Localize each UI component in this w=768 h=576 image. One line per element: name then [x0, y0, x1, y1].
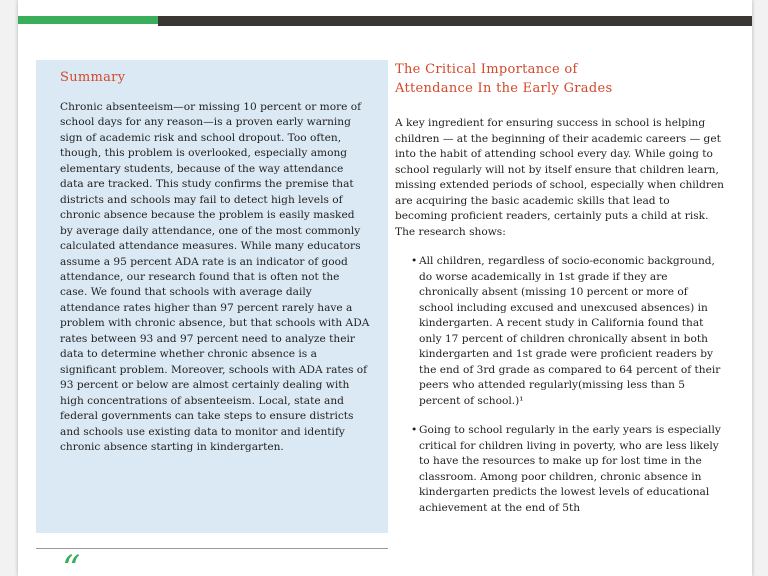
summary-title: Summary [60, 70, 126, 85]
section-title-line-1: The Critical Importance of [395, 62, 578, 77]
header-bar [18, 16, 752, 26]
bullet-text: All children, regardless of socio-economic background, do worse academically in 1st grade if they are chronically absent (missing 10 percent or more of school including excused and unexcused absences) in kindergarten. A recent study in California found that only 17 percent of children chronically absent in both kindergarten and 1st grade were proficient readers by the end of 3rd grade as compared to 64 percent of their peers who attended regularly(missing less than 5 percent of school.)¹ [419, 255, 721, 407]
bullet-item [395, 423, 725, 516]
divider [36, 548, 388, 549]
header-bar-green-segment [18, 16, 158, 24]
bullet-item [395, 254, 725, 409]
report-page [18, 0, 752, 576]
bullet-icon: • [411, 255, 418, 267]
header-bar-dark-segment [158, 16, 752, 26]
summary-text: Chronic absenteeism—or missing 10 percent or more of school days for any reason—is a proven early warning sign of academic risk and school dropout. Too often, though, this problem is overlooked, especially among elementary students, because of the way attendance data are tracked. This study confirms the premise that districts and schools may fail to detect high levels of chronic absence because the problem is easily masked by average daily attendance, one of the most commonly calculated attendance measures. While many educators assume a 95 percent ADA rate is an indicator of good attendance, our research found that is often not the case. We found that schools with average daily attendance rates higher than 97 percent rarely have a problem with chronic absence, but that schools with ADA rates between 93 and 97 percent need to analyze their data to determine whether chronic absence is a significant problem. Moreover, schools with ADA rates of 93 percent or below are almost certainly dealing with high concentrations of absenteeism. Local, state and federal governments can take steps to ensure districts and schools use existing data to monitor and identify chronic absence starting in kindergarten. [60, 101, 370, 453]
intro-paragraph: A key ingredient for ensuring success in school is helping children — at the beginning of their academic careers — get into the habit of attending school every day. While going to school regularly will not by itself ensure that children learn, missing extended periods of school, especially when children are acquiring the basic academic skills that lead to becoming proficient readers, certainly puts a child at risk. The research shows: [395, 117, 725, 238]
article-column [395, 60, 725, 530]
bullet-text: Going to school regularly in the early years is especially critical for children living in poverty, who are less likely to have the resources to make up for lost time in the classroom. Among poor children, chronic absence in kindergarten predicts the lowest levels of educational achievement at the end of 5th [419, 424, 721, 514]
bullet-icon: • [411, 424, 418, 436]
summary-box [36, 60, 388, 533]
section-title [395, 60, 725, 98]
research-bullet-list [395, 254, 725, 516]
section-title-line-2: Attendance In the Early Grades [395, 81, 613, 96]
quote-mark-icon: “ [62, 549, 81, 576]
